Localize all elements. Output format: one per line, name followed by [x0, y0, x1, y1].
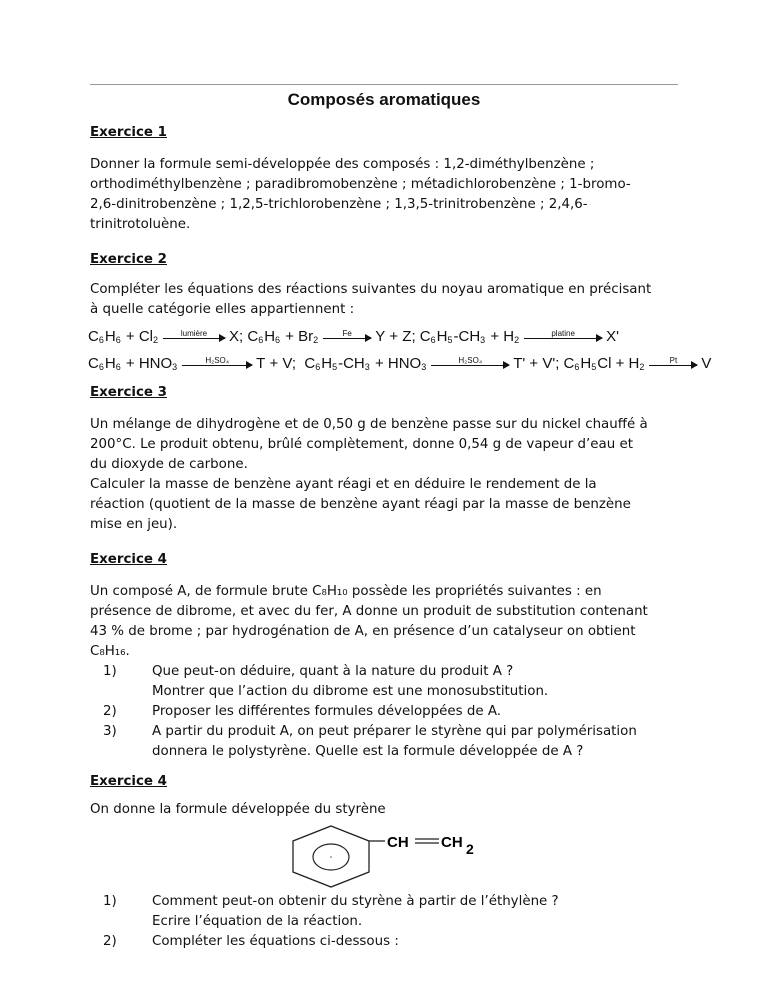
arrow-condition: platine [551, 329, 575, 338]
text-line: Montrer que l’action du dibrome est une monosubstitution. [152, 684, 549, 699]
question-number: 1) [103, 664, 117, 679]
reaction-arrow [431, 356, 509, 372]
reaction-arrow [524, 329, 602, 345]
reaction-arrow [323, 329, 371, 345]
ch-label: CH [387, 834, 409, 851]
reaction-arrow [182, 356, 252, 372]
text-line: à quelle catégorie elles appartiennent : [90, 302, 355, 317]
equation-text: -CH [338, 355, 365, 372]
equation-subscript: 2 [514, 335, 520, 345]
equation-line-1 [88, 323, 619, 345]
arrow-condition: lumière [180, 329, 208, 338]
equation-subscript: 2 [639, 362, 645, 372]
text-line: 200°C. Le produit obtenu, brûlé complètement, donne 0,54 g de vapeur d’eau et [90, 437, 633, 452]
text-line: orthodiméthylbenzène ; paradibromobenzène ; métadichlorobenzène ; 1-bromo- [90, 177, 631, 192]
text-line: du dioxyde de carbone. [90, 457, 248, 472]
reaction-arrow [649, 356, 697, 372]
arrow-icon [182, 365, 252, 366]
ch2-subscript: 2 [466, 841, 474, 857]
question-number: 2) [103, 934, 117, 949]
arrow-condition: Fe [342, 329, 352, 338]
equation-subscript: 6 [430, 335, 436, 345]
text-line: Un mélange de dihydrogène et de 0,50 g de benzène passe sur du nickel chauffé à [90, 417, 648, 432]
exercise-3-text [90, 415, 648, 535]
equation-text: + H [486, 328, 515, 345]
equation-subscript: 6 [315, 362, 321, 372]
question-text [152, 662, 548, 702]
text-line: Que peut-on déduire, quant à la nature du produit A ? [152, 664, 514, 679]
equation-text: X; C [229, 328, 259, 345]
equation-text: Cl + H [597, 355, 640, 372]
text-line: Ecrire l’équation de la réaction. [152, 914, 363, 929]
equation-subscript: 6 [115, 362, 121, 372]
equation-subscript: 5 [332, 362, 338, 372]
exercise-3-heading: Exercice 3 [90, 385, 167, 400]
equation-subscript: 5 [447, 335, 453, 345]
exercise-4-text [90, 582, 648, 662]
text-line: Un composé A, de formule brute C₈H₁₀ possède les propriétés suivantes : en [90, 584, 602, 599]
text-line: mise en jeu). [90, 517, 178, 532]
equation-subscript: 3 [172, 362, 178, 372]
equation-text: -CH [453, 328, 481, 345]
equation-subscript: 6 [275, 335, 281, 345]
text-line: C₈H₁₆. [90, 644, 130, 659]
equation-text: + Cl [121, 328, 153, 345]
arrow-icon [649, 365, 697, 366]
equation-text: H [104, 355, 116, 372]
equation-subscript: 6 [98, 362, 104, 372]
arrow-icon [431, 365, 509, 366]
equation-text: Y + Z; C [375, 328, 431, 345]
exercise-4-heading: Exercice 4 [90, 552, 167, 567]
equation-text: V [701, 355, 712, 372]
equation-subscript: 3 [480, 335, 486, 345]
equation-subscript: 3 [421, 362, 427, 372]
equation-text: H [321, 355, 333, 372]
equation-subscript: 6 [258, 335, 264, 345]
arrow-icon [323, 338, 371, 339]
equation-text: T' + V'; C [513, 355, 575, 372]
question-text [152, 722, 637, 762]
arrow-condition: Pt [669, 356, 678, 365]
equation-line-2 [88, 350, 711, 372]
equation-text: H [104, 328, 116, 345]
text-line: 43 % de brome ; par hydrogénation de A, en présence d’un catalyseur on obtient [90, 624, 636, 639]
text-line: réaction (quotient de la masse de benzène ayant réagi par la masse de benzène [90, 497, 631, 512]
equation-subscript: 6 [574, 362, 580, 372]
exercise-1-text [90, 155, 631, 235]
styrene-intro: On donne la formule développée du styrène [90, 802, 386, 817]
exercise-2-text [90, 280, 651, 320]
question-text: Proposer les différentes formules développées de A. [152, 704, 502, 719]
reaction-arrow [163, 329, 225, 345]
ch2-label: CH [441, 834, 463, 851]
equation-text: H [436, 328, 448, 345]
question-number: 1) [103, 894, 117, 909]
exercise-5-heading: Exercice 4 [90, 774, 167, 789]
question-text: Compléter les équations ci-dessous : [152, 934, 399, 949]
question-number: 2) [103, 704, 117, 719]
text-line: trinitrotoluène. [90, 217, 191, 232]
equation-subscript: 2 [152, 335, 158, 345]
equation-text: + HNO [370, 355, 422, 372]
arrow-icon [163, 338, 225, 339]
text-line: A partir du produit A, on peut préparer le styrène qui par polymérisation [152, 724, 637, 739]
text-line: Calculer la masse de benzène ayant réagi et en déduire le rendement de la [90, 477, 597, 492]
equation-subscript: 3 [364, 362, 370, 372]
text-line: Comment peut-on obtenir du styrène à partir de l’éthylène ? [152, 894, 559, 909]
text-line: Donner la formule semi-développée des composés : 1,2-diméthylbenzène ; [90, 157, 595, 172]
exercise-1-heading: Exercice 1 [90, 125, 167, 140]
equation-text: H [264, 328, 276, 345]
text-line: donnera le polystyrène. Quelle est la formule développée de A ? [152, 744, 584, 759]
equation-text: X' [606, 328, 620, 345]
equation-text: T + V; C [256, 355, 316, 372]
question-number: 3) [103, 724, 117, 739]
page-title: Composés aromatiques [287, 90, 481, 109]
equation-subscript: 6 [115, 335, 121, 345]
equation-subscript: 2 [313, 335, 319, 345]
equation-subscript: 6 [98, 335, 104, 345]
equation-text: + Br [281, 328, 314, 345]
arrow-icon [524, 338, 602, 339]
exercise-2-heading: Exercice 2 [90, 252, 167, 267]
text-line: Compléter les équations des réactions suivantes du noyau aromatique en précisant [90, 282, 652, 297]
equation-text: H [580, 355, 592, 372]
equation-text: + HNO [121, 355, 173, 372]
equation-text: C [88, 328, 99, 345]
text-line: présence de dibrome, et avec du fer, A donne un produit de substitution contenant [90, 604, 648, 619]
equation-subscript: 5 [591, 362, 597, 372]
header-rule [90, 84, 678, 85]
arrow-condition: H₂SO₄ [458, 356, 483, 365]
arrow-condition: H₂SO₄ [205, 356, 230, 365]
equation-text: C [88, 355, 99, 372]
question-text [152, 892, 559, 932]
text-line: 2,6-dinitrobenzène ; 1,2,5-trichlorobenzène ; 1,3,5-trinitrobenzène ; 2,4,6- [90, 197, 588, 212]
